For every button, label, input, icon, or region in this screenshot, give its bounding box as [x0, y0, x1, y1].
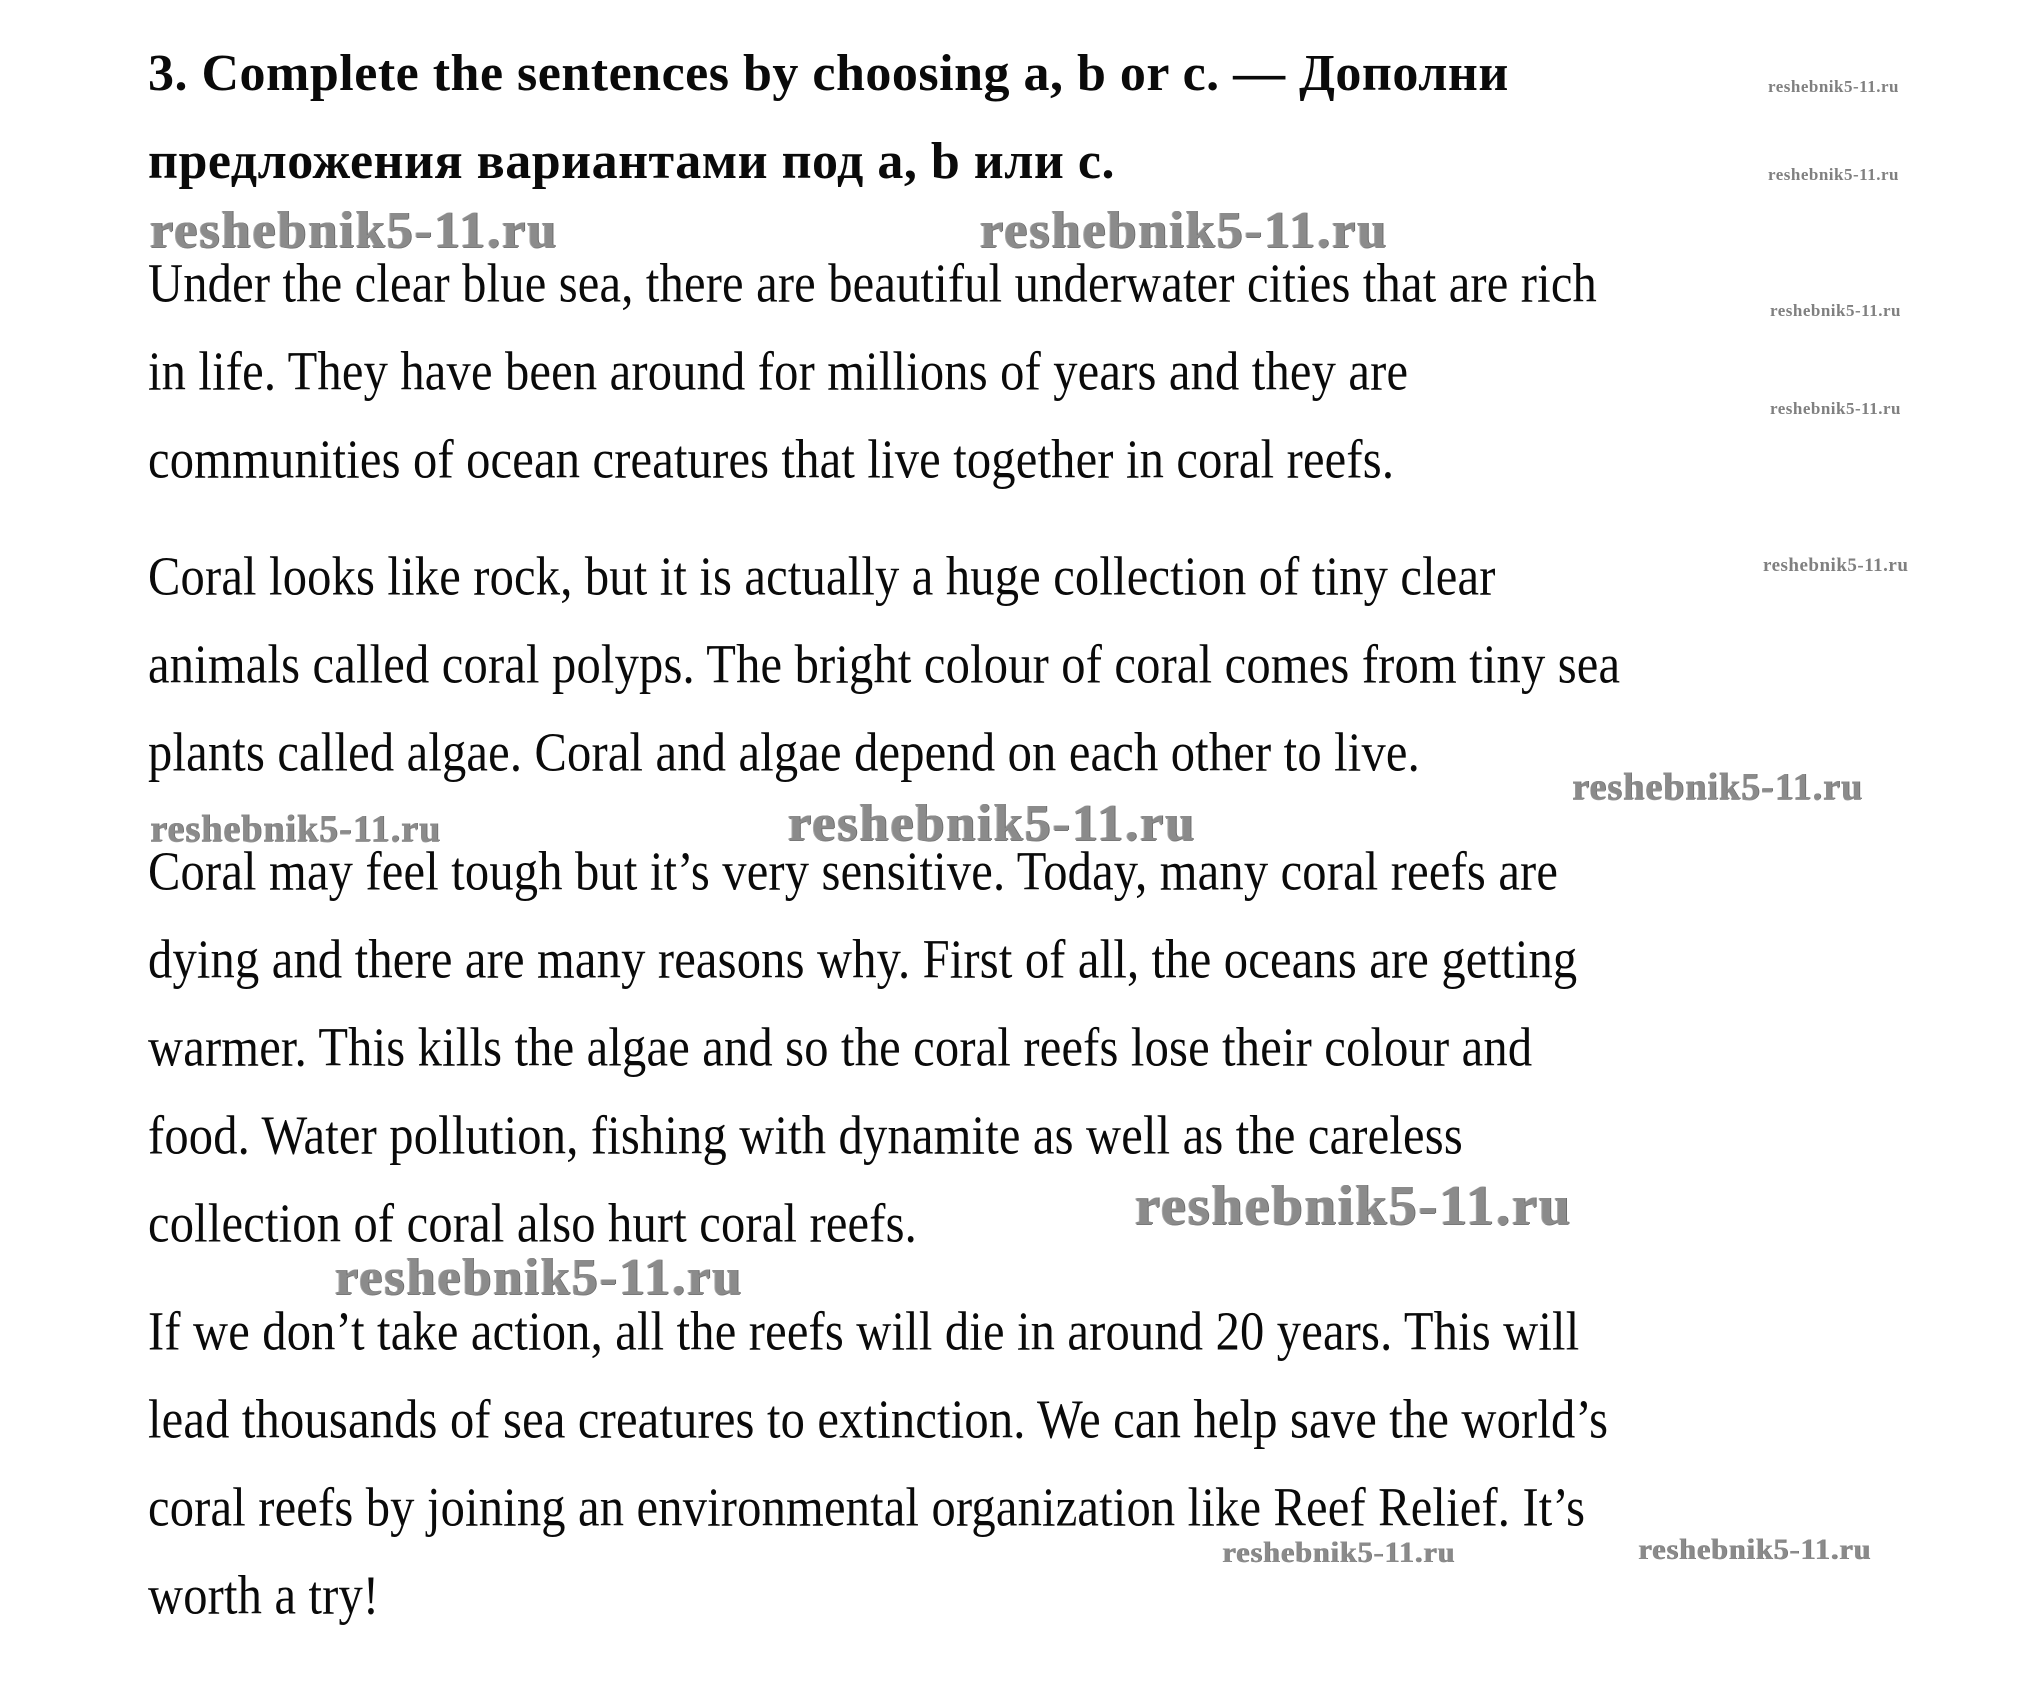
watermark: reshebnik5-11.ru	[150, 202, 559, 259]
watermark: reshebnik5-11.ru	[335, 1249, 744, 1306]
watermark: reshebnik5-11.ru	[1572, 766, 1863, 808]
watermark: reshebnik5-11.ru	[1770, 301, 1901, 320]
body-line: worth a try!	[148, 1563, 380, 1626]
body-line: lead thousands of sea creatures to extinction. We can help save the world’s	[148, 1387, 1609, 1450]
body-line: Under the clear blue sea, there are beautiful underwater cities that are rich	[148, 251, 1597, 314]
exercise-heading	[148, 30, 1509, 206]
watermark: reshebnik5-11.ru	[150, 808, 441, 850]
watermark: reshebnik5-11.ru	[1222, 1536, 1455, 1569]
body-line: Coral looks like rock, but it is actually a huge collection of tiny clear	[148, 544, 1496, 607]
heading-line-1: 3. Complete the sentences by choosing a, b or c. — Дополни	[148, 45, 1509, 102]
watermark: reshebnik5-11.ru	[1638, 1533, 1871, 1566]
body-line: in life. They have been around for millions of years and they are	[148, 339, 1409, 402]
body-line: food. Water pollution, fishing with dynamite as well as the careless	[148, 1103, 1463, 1166]
watermark: reshebnik5-11.ru	[1135, 1175, 1573, 1237]
paragraph-1	[148, 239, 1642, 503]
paragraph-2	[148, 532, 1666, 796]
heading-line-2: предложения вариантами под a, b или c.	[148, 133, 1115, 190]
body-line: coral reefs by joining an environmental organization like Reef Relief. It’s	[148, 1475, 1586, 1538]
body-line: animals called coral polyps. The bright colour of coral comes from tiny sea	[148, 632, 1621, 695]
body-line: dying and there are many reasons why. First of all, the oceans are getting	[148, 927, 1578, 990]
body-line: If we don’t take action, all the reefs will die in around 20 years. This will	[148, 1299, 1580, 1362]
body-line: communities of ocean creatures that live together in coral reefs.	[148, 427, 1395, 490]
body-line: Coral may feel tough but it’s very sensitive. Today, many coral reefs are	[148, 839, 1559, 902]
watermark: reshebnik5-11.ru	[1768, 77, 1899, 96]
watermark: reshebnik5-11.ru	[788, 795, 1197, 852]
watermark: reshebnik5-11.ru	[980, 202, 1389, 259]
body-line: collection of coral also hurt coral reefs.	[148, 1191, 917, 1254]
body-line: warmer. This kills the algae and so the coral reefs lose their colour and	[148, 1015, 1533, 1078]
watermark: reshebnik5-11.ru	[1770, 399, 1901, 418]
watermark: reshebnik5-11.ru	[1768, 165, 1899, 184]
paragraph-4	[148, 1287, 1653, 1639]
body-line: plants called algae. Coral and algae depend on each other to live.	[148, 720, 1420, 783]
watermark: reshebnik5-11.ru	[1763, 555, 1909, 576]
